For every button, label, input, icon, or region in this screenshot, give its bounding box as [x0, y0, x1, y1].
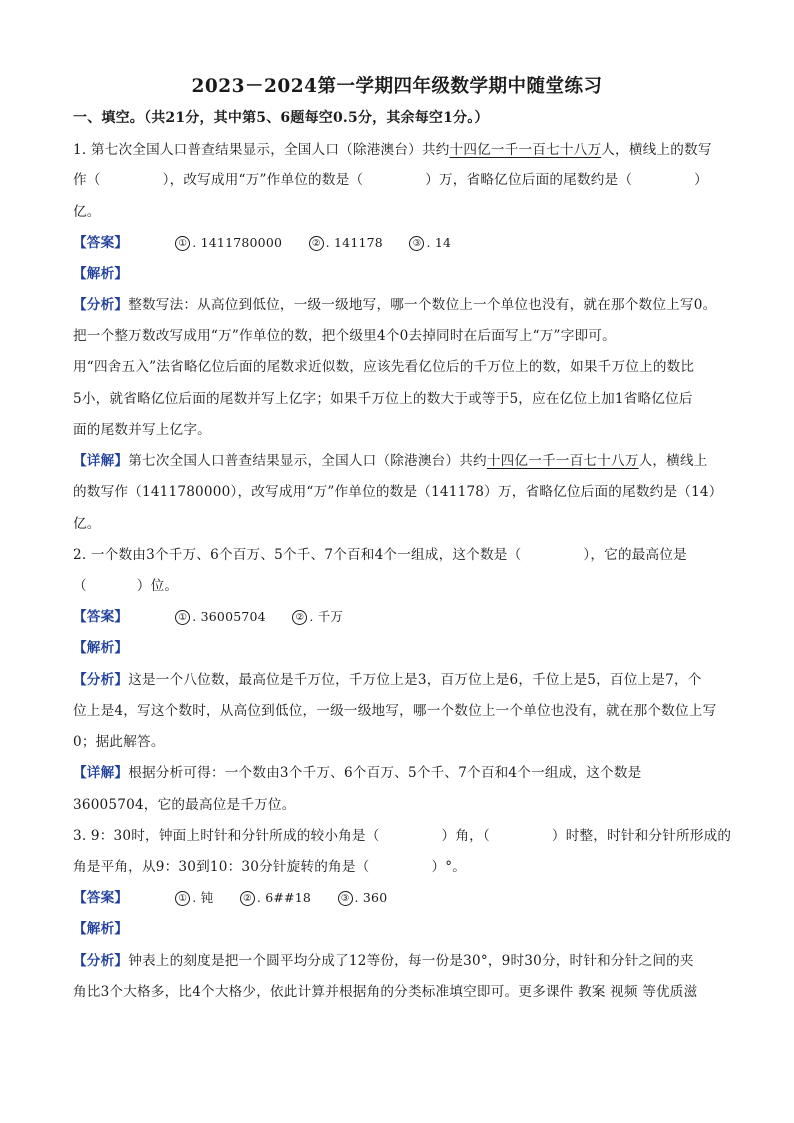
q1-jiexi-tag: 【解析】	[73, 266, 129, 282]
q3-line-1: 3. 9：30时，钟面上时针和分针所成的较小角是（ ）角，（ ）时整，时针和分针所形成的	[73, 828, 732, 844]
q2-fenxi-3: 0；据此解答。	[73, 734, 165, 750]
q1-answer-3: ③ . 14	[409, 233, 451, 253]
q2-jiexi-tag: 【解析】	[73, 640, 129, 656]
circled-number-icon: ①	[175, 891, 190, 906]
circled-number-icon: ③	[409, 236, 424, 251]
q3-answer-2: ② . 6##18	[240, 888, 311, 908]
q1-answer-1: ① . 1411780000	[175, 233, 282, 253]
q3-fenxi-2: 角比3个大格多，比4个大格少，依此计算并根据角的分类标准填空即可。更多课件 教案 视频 等优质滋	[73, 984, 698, 1000]
circled-number-icon: ①	[175, 610, 190, 625]
q3-answer-3: ③ . 360	[338, 888, 388, 908]
circled-number-icon: ②	[309, 236, 324, 251]
answer-tag: 【答案】	[73, 890, 129, 906]
q3-fenxi-1: 【分析】钟表上的刻度是把一个圆平均分成了12等份，每一份是30°，9时30分，时针和分针之间的夹	[73, 953, 694, 969]
section-heading-fill-blank: 一、填空。（共21分，其中第5、6题每空0.5分，其余每空1分。）	[73, 110, 489, 126]
q1-xiangjie-3: 亿。	[73, 516, 101, 532]
q3-answer-1: ① . 钝	[175, 888, 213, 908]
q1-xiangjie-1: 【详解】第七次全国人口普查结果显示，全国人口（除港澳台）共约十四亿一千一百七十八万人，横线上	[73, 453, 708, 469]
q1-line-1: 1. 第七次全国人口普查结果显示，全国人口（除港澳台）共约十四亿一千一百七十八万人，横线上的数写	[73, 142, 712, 158]
answer-tag: 【答案】	[73, 235, 129, 251]
q2-line-2: （ ）位。	[73, 578, 179, 594]
q3-answer-row	[73, 888, 409, 908]
q2-answer-row	[73, 607, 365, 627]
q1-fenxi-5: 面的尾数并写上亿字。	[73, 422, 211, 438]
answer-tag: 【答案】	[73, 609, 129, 625]
q1-fenxi-4: 5小，就省略亿位后面的尾数并写上亿字；如果千万位上的数大于或等于5，应在亿位上加1省略亿位后	[73, 391, 693, 407]
q1-answer-2: ② . 141178	[309, 233, 383, 253]
q2-line-1: 2. 一个数由3个千万、6个百万、5个千、7个百和4个一组成，这个数是（ ），它的最高位是	[73, 547, 687, 563]
q1-fenxi-3: 用“四舍五入”法省略亿位后面的尾数求近似数，应该先看亿位后的千万位上的数，如果千万位上的数比	[73, 359, 695, 375]
q2-xiangjie-2: 36005704，它的最高位是千万位。	[73, 797, 296, 813]
circled-number-icon: ②	[292, 610, 307, 625]
q1-fenxi-1: 【分析】整数写法：从高位到低位，一级一级地写，哪一个数位上一个单位也没有，就在那个数位上写0。	[73, 297, 717, 313]
q1-line-3: 亿。	[73, 204, 101, 220]
q2-fenxi-1: 【分析】这是一个八位数，最高位是千万位，千万位上是3，百万位上是6，千位上是5，百位上是7，个	[73, 672, 702, 688]
circled-number-icon: ①	[175, 236, 190, 251]
q1-fenxi-2: 把一个整万数改写成用“万”作单位的数，把个级里4个0去掉同时在后面写上“万”字即可。	[73, 328, 616, 344]
q1-underlined-number: 十四亿一千一百七十八万	[449, 142, 602, 158]
q2-answer-1: ① . 36005704	[175, 607, 266, 627]
q3-line-2: 角是平角，从9：30到10：30分针旋转的角是（ ）°。	[73, 859, 467, 875]
q2-xiangjie-1: 【详解】根据分析可得：一个数由3个千万、6个百万、5个千、7个百和4个一组成，这个数是	[73, 765, 642, 781]
circled-number-icon: ②	[240, 891, 255, 906]
circled-number-icon: ③	[338, 891, 353, 906]
page-title: 2023－2024第一学期四年级数学期中随堂练习	[191, 76, 603, 97]
q1-xiangjie-2: 的数写作（1411780000），改写成用“万”作单位的数是（141178）万，省略亿位后面的尾数约是（14）	[73, 484, 723, 500]
q1-line-2: 作（ ），改写成用“万”作单位的数是（ ）万，省略亿位后面的尾数约是（ ）	[73, 172, 708, 188]
q3-jiexi-tag: 【解析】	[73, 921, 129, 937]
q1-answer-row	[73, 233, 473, 253]
q2-fenxi-2: 位上是4，写这个数时，从高位到低位，一级一级地写，哪一个数位上一个单位也没有，就在那个数位上写	[73, 703, 717, 719]
q2-answer-2: ② . 千万	[292, 607, 343, 627]
